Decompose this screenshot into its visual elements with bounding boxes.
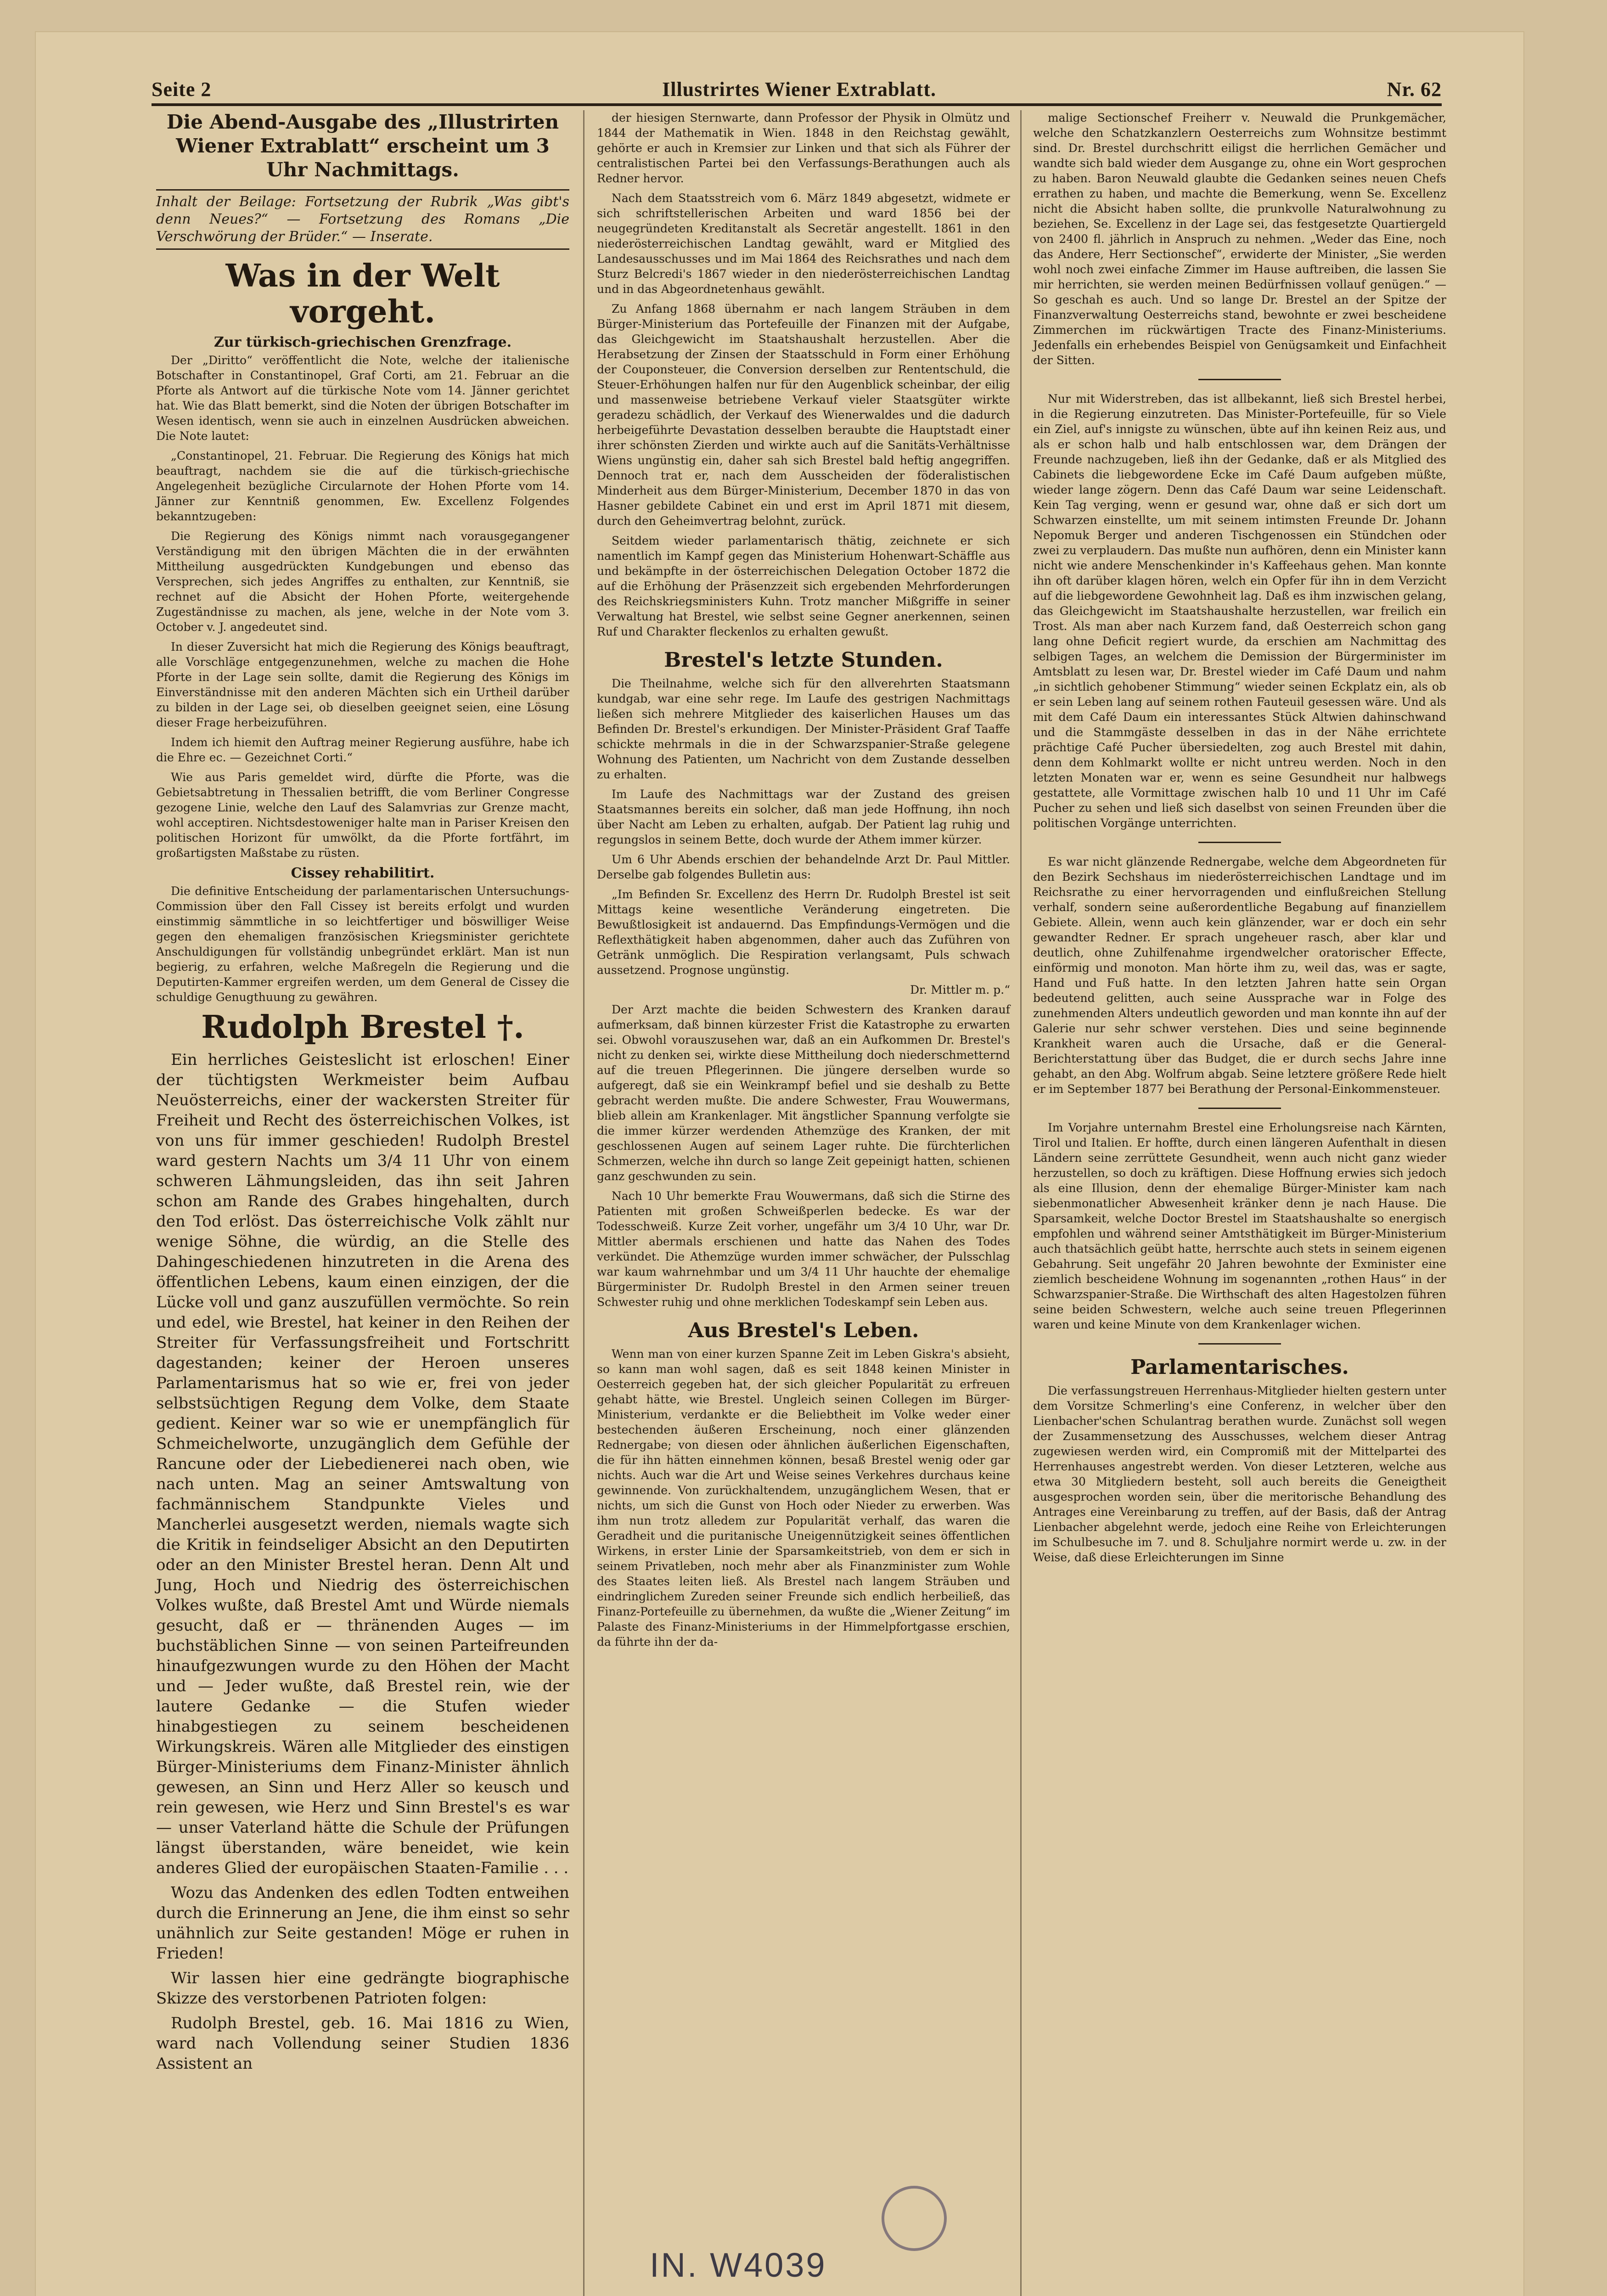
- paragraph: der hiesigen Sternwarte, dann Professor der Physik in Olmütz und 1844 der Mathematik in Wien. 1848 in den Reichstag gewählt, gehörte er auch in Kremsier zur Linken und that sich als Führer der centralistischen Partei bei den Verfassungs-Berathungen auch als Redner hervor.: [597, 111, 1010, 185]
- heading-brestel-obituary: Rudolph Brestel †.: [201, 1009, 524, 1046]
- paragraph: Der „Diritto“ veröffentlicht die Note, welche der italienische Botschafter in Constantinopel, Graf Corti, am 21. Februar an die Pforte als Antwort auf die türkische Note vom 14. Jänner gerichtet hat. Wie das Blatt bemerkt, sind die Noten der übrigen Botschafter im Wesen identisch, wenn sie auch in einzelnen Ausdrücken abweichen. Die Note lautet:: [156, 354, 569, 443]
- column-1: [156, 110, 569, 2078]
- paragraph: Wie aus Paris gemeldet wird, dürfte die Pforte, was die Gebietsabtretung in Thessalien betrifft, die vom Berliner Congresse gezogene Linie, welche den Lauf des Salamvrias zur Grenze macht, wohl acceptiren. Nichtsdestoweniger halte man in Pariser Kreisen den politischen Horizont für umwölkt, da die Pforte fortfährt, im großartigsten Maßstabe zu rüsten.: [156, 771, 569, 860]
- page-number: Seite 2: [152, 78, 212, 101]
- paragraph: Die verfassungstreuen Herrenhaus-Mitglieder hielten gestern unter dem Vorsitze Schmerling's eine Conferenz, in welcher über den Lienbacher'schen Schulantrag berathen wurde. Zunächst soll wegen der Zusammensetzung des Ausschusses, welchem dieser Antrag zugewiesen werden wird, ein Compromiß mit der Mittelpartei des Herrenhauses angestrebt werden. Von dieser Letzteren, welche aus etwa 30 Mitgliedern besteht, soll auch bereits die Geneigtheit ausgesprochen worden sein, über die meritorische Behandlung des Antrages eine Vereinbarung zu treffen, auf der Basis, daß der Antrag Lienbacher abgelehnt werde, jedoch eine Reihe von Erleichterungen im Schulbesuche im 7. und 8. Schuljahre normirt werde u. zw. in der Weise, daß diese Erleichterungen im Sinne: [1033, 1384, 1446, 1564]
- column-divider: [1020, 110, 1022, 2296]
- paragraph: Im Laufe des Nachmittags war der Zustand des greisen Staatsmannes bereits ein solcher, daß man jede Hoffnung, ihn noch über Nacht am Leben zu erhalten, aufgab. Der Patient lag ruhig und regungslos in seinem Bette, doch wurde der Athem immer kürzer.: [597, 788, 1010, 846]
- subheading-cissey: Cissey rehabilitirt.: [291, 865, 435, 881]
- paragraph: Nach 10 Uhr bemerkte Frau Wouwermans, daß sich die Stirne des Patienten mit großen Schweißperlen bedecke. Es war der Todesschweiß. Kurze Zeit vorher, ungefähr um 3/4 10 Uhr, war Dr. Mittler abermals erschienen und hatte das Nahen des Todes verkündet. Die Athemzüge wurden immer schwächer, der Pulsschlag war kaum wahrnehmbar und um 3/4 11 Uhr hauchte der ehemalige Bürgerminister Dr. Rudolph Brestel in den Armen seiner treuen Schwester ruhig und ohne merklichen Todeskampf sein Leben aus.: [597, 1189, 1010, 1309]
- paragraph: Wenn man von einer kurzen Spanne Zeit im Leben Giskra's absieht, so kann man wohl sagen, daß es seit 1848 keinen Minister in Oesterreich gegeben hat, der sich gleicher Popularität zu erfreuen gehabt hätte, wie Brestel. Ungleich seinen Collegen im Bürger-Ministerium, verdankte er die Beliebtheit im Volke weder einer bestechenden äußeren Erscheinung, noch einer glänzenden Rednergabe; von diesen oder ähnlichen äußerlichen Eigenschaften, die für ihn hätten einnehmen können, besaß Brestel wenig oder gar nichts. Auch war die Art und Weise seines Verkehres durchaus keine gewinnende. Von zurückhaltendem, unzugänglichem Wesen, that er nichts, um sich die Gunst von Hoch oder Nieder zu erwerben. Was ihm nun trotz alledem zur Popularität verhalf, das waren die Geradheit und die puritanische Uneigennützigkeit seines öffentlichen Wirkens, in erster Linie der Sparsamkeitstrieb, von dem er sich in seinem Privatleben, noch mehr aber als Finanzminister zum Wohle des Staates leiten ließ. Als Brestel nach langem Sträuben und eindringlichem Zureden seiner Freunde sich endlich herbeiließ, das Finanz-Portefeuille zu übernehmen, da wußte die „Wiener Zeitung“ im Palaste des Finanz-Ministeriums in der Himmelpfortgasse erschien, da führte ihn der da-: [597, 1347, 1010, 1649]
- column-divider: [583, 110, 584, 2296]
- issue-number: Nr. 62: [1387, 78, 1442, 101]
- paragraph: Nach dem Staatsstreich vom 6. März 1849 abgesetzt, widmete er sich schriftstellerischen Arbeiten und ward 1856 bei der neugegründeten Kreditanstalt als Secretär angestellt. 1861 in den niederösterreichischen Landtag gewählt, ward er Mitglied des Landesausschusses und im Mai 1864 des Reichsrathes und nach dem Sturz Belcredi's 1867 wieder in den niederösterreichischen Landtag und in das Abgeordnetenhaus gewählt.: [597, 191, 1010, 296]
- section-separator: [1198, 1108, 1281, 1109]
- masthead-title: Illustrirtes Wiener Extrablatt.: [662, 78, 936, 101]
- paragraph: Nur mit Widerstreben, das ist allbekannt, ließ sich Brestel herbei, in die Regierung einzutreten. Das Minister-Portefeuille, für so Viele ein Ziel, auf's innigste zu wünschen, übte auf ihn keinen Reiz aus, und als er schon halb und halb entschlossen war, dem Drängen der Freunde nachzugeben, ließ ihn der Gedanke, daß er als Mitglied des Cabinets die liebgewordene Ecke im Café Daum aufgeben müßte, wieder lange zögern. Denn das Café Daum war seine Leidenschaft. Kein Tag verging, wenn er gesund war, ohne daß er sich dort um Schwarzen einstellte, um mit seinem intimsten Freunde Dr. Johann Nepomuk Berger und anderen Tischgenossen ein Stündchen oder zwei zu verplaudern. Das mußte nun aufhören, denn ein Minister kann nicht wie andere Menschenkinder in's Kaffeehaus gehen. Man konnte ihn oft darüber klagen hören, welch ein Opfer für ihn in dem Verzicht auf die liebgewordene Gewohnheit lag. Daß es ihm inzwischen gelang, das Gleichgewicht im Staatshaushalte herzustellen, war freilich ein Trost. Als man aber nach Kurzem fand, daß Oesterreich schon gang lang ohne Deficit regiert wurde, da erschien am Nachmittag des selbigen Tages, an welchem die Demission der Bürgerminister im Amtsblatt zu lesen war, Dr. Brestel wieder im Café Daum und nahm „in sichtlich gehobener Stimmung“ wieder seinen Eckplatz ein, als ob er sein Leben lang auf seinem rothen Fauteuil gesessen wäre. Und als mit dem Café Daum ein interessantes Stück Altwien dahinschwand und die Stammgäste desselben in das in der Nähe errichtete prächtige Café Pucher übersiedelten, zog auch Brestel mit dahin, denn dem Kohlmarkt wollte er nicht untreu werden. Noch in den letzten Monaten war er, wenn es seine Gesundheit nur halbwegs gestattete, alle Vormittage zwischen halb 10 und 11 Uhr im Café Pucher zu sehen und ließ sich daselbst von seinen Freunden über die politischen Vorgänge unterrichten.: [1033, 392, 1446, 830]
- heading-world-news: Was in der Welt vorgeht.: [225, 258, 500, 330]
- page-header: [152, 64, 1442, 101]
- heading-last-hours: Brestel's letzte Stunden.: [664, 648, 943, 672]
- paragraph: Indem ich hiemit den Auftrag meiner Regierung ausführe, habe ich die Ehre ec. — Gezeichnet Corti.“: [156, 736, 569, 764]
- paragraph: malige Sectionschef Freiherr v. Neuwald die Prunkgemächer, welche den Schatzkanzlern Oesterreichs zum Wohnsitze bestimmt sind. Dr. Brestel durchschritt eiligst die herrlichen Gemächer und wandte sich bald wieder dem Ausgange zu, ohne ein Wort gesprochen zu haben. Baron Neuwald glaubte die Gedanken seines neuen Chefs errathen zu haben, und machte die Bemerkung, wenn Se. Excellenz nicht die Absicht haben sollte, die prunkvolle Naturalwohnung zu beziehen, Se. Excellenz in der Lage sei, das festgesetzte Quartiergeld von 2400 fl. jährlich in Anspruch zu nehmen. „Weder das Eine, noch das Andere, Herr Sectionschef“, erwiderte der Minister, „Sie werden wohl noch zwei einfache Zimmer im Hause auftreiben, die lassen Sie mir herrichten, sie werden meinen Bedürfnissen vollauf genügen.“ — So geschah es auch. Und so lange Dr. Brestel an der Spitze der Finanzverwaltung Oesterreichs stand, bewohnte er zwei bescheidene Zimmerchen im rückwärtigen Tracte des Finanz-Ministeriums. Jedenfalls ein erhebendes Beispiel von Genügsamkeit und Einfachheit der Sitten.: [1033, 111, 1446, 367]
- paragraph: Um 6 Uhr Abends erschien der behandelnde Arzt Dr. Paul Mittler. Derselbe gab folgendes Bulletin aus:: [597, 853, 1010, 881]
- paragraph: In dieser Zuversicht hat mich die Regierung des Königs beauftragt, alle Vorschläge entgegenzunehmen, welche zu machen die Hohe Pforte in der Lage sein sollte, damit die Regierung des Königs im Einverständnisse mit den anderen Mächten sich ein Urtheil darüber zu bilden in der Lage sei, ob dieselben geeignet seien, eine Lösung dieser Frage herbeizuführen.: [156, 640, 569, 729]
- paragraph: Wozu das Andenken des edlen Todten entweihen durch die Erinnerung an Jene, die ihm einst so sehr unähnlich zur Seite gestanden! Möge er ruhen in Frieden!: [156, 1884, 569, 1963]
- section-separator: [1198, 1343, 1281, 1345]
- library-stamp: [882, 2186, 947, 2251]
- archive-inventory-mark: IN. W4039: [650, 2246, 827, 2284]
- paragraph: Seitdem wieder parlamentarisch thätig, zeichnete er sich namentlich im Kampf gegen das Ministerium Hohenwart-Schäffle aus und bekämpfte in der österreichischen Delegation October 1872 die auf die Erhöhung der Präsenzzeit sich ergebenden Mehrforderungen des Reichskriegsministers Kuhn. Trotz mancher Mißgriffe in seiner Verwaltung hat Brestel, wie selbst seine Gegner anerkennen, seinen Ruf und Charakter fleckenlos zu erhalten gewußt.: [597, 534, 1010, 638]
- paragraph: Die definitive Entscheidung der parlamentarischen Untersuchungs-Commission über den Fall Cissey ist bereits erfolgt und wurden einstimmig sämmtliche in so leichtfertiger und böswilliger Weise gegen den ehemaligen französischen Kriegsminister gerichtete Anschuldigungen für vollständig unbegründet erklärt. Man ist nun begierig, zu erfahren, welche Maßregeln die Regierung und die Deputirten-Kammer ergreifen werden, um dem General de Cissey die schuldige Genugthuung zu gewähren.: [156, 884, 569, 1004]
- section-separator: [1198, 842, 1281, 843]
- heading-from-life: Aus Brestel's Leben.: [688, 1319, 919, 1342]
- paragraph: Zu Anfang 1868 übernahm er nach langem Sträuben in dem Bürger-Ministerium das Portefeuille der Finanzen mit der Aufgabe, das Gleichgewicht im Staatshaushalt herzustellen. Aber die Herabsetzung der Zinsen der Staatsschuld in Form einer Erhöhung der Couponsteuer, die Conversion derselben zur Rententschuld, die Steuer-Erhöhungen halfen nur für den Augenblick scheinbar, der eilig und massenweise betriebene Verkauf vieler Staatsgüter wirkte geradezu schädlich, der Verkauf des Wienerwaldes und die dadurch herbeigeführte Devastation desselben beraubte die Hauptstadt einer ihrer schönsten Zierden und wirkte auch auf die Sanitäts-Verhältnisse Wiens ungünstig ein, daher sah sich Brestel bald heftig angegriffen. Dennoch trat er, nach dem Ausscheiden der föderalistischen Minderheit aus dem Bürger-Ministerium, December 1870 in das von Hasner gebildete Cabinet ein und erst im April 1871 mit diesem, durch den Geheimvertrag belohnt, zurück.: [597, 302, 1010, 528]
- heading-parliamentary: Parlamentarisches.: [1130, 1356, 1349, 1379]
- paragraph: Es war nicht glänzende Rednergabe, welche dem Abgeordneten für den Bezirk Sechshaus im niederösterreichischen Landtage und im Reichsrathe zu einer hervorragenden und einflußreichen Stellung verhalf, sondern seine außerordentliche Begabung auf finanziellem Gebiete. Allein, wenn auch kein glänzender, war er doch ein sehr gewandter Redner. Er sprach ungeheuer rasch, aber klar und deutlich, ohne Zuhilfenahme irgendwelcher oratorischer Effecte, einförmig und monoton. Man hörte ihm zu, weil das, was er sagte, Hand und Fuß hatte. In den letzten Jahren hatte sein Organ bedeutend gelitten, auch seine Aussprache war in Folge des zunehmenden Alters undeutlich geworden und man konnte ihn auf der Galerie nur sehr schwer verstehen. Dies und seine beginnende Krankheit waren auch die Ursache, daß er die General-Berichterstattung über das Budget, die er durch sechs Jahre inne gehabt, an den Abg. Wolfrum abgab. Seine letztere größere Rede hielt er im September 1877 bei Berathung der Personal-Einkommensteuer.: [1033, 855, 1446, 1096]
- supplement-contents: Inhalt der Beilage: Fortsetzung der Rubrik „Was gibt's denn Neues?“ — Fortsetzung des Romans „Die Verschwörung der Brüder.“ — Inserate.: [156, 189, 569, 250]
- column-2: [597, 110, 1010, 1654]
- paragraph: Die Theilnahme, welche sich für den allverehrten Staatsmann kundgab, war eine sehr rege. Im Laufe des gestrigen Nachmittags ließen sich mehrere Mitglieder des kaiserlichen Hauses um das Befinden Dr. Brestel's erkundigen. Der Minister-Präsident Graf Taaffe schickte mehrmals in die in der Schwarzspanier-Straße gelegene Wohnung des Patienten, um Nachricht von dem Zustande desselben zu erhalten.: [597, 677, 1010, 781]
- header-rule: [152, 103, 1442, 106]
- paragraph: Rudolph Brestel, geb. 16. Mai 1816 zu Wien, ward nach Vollendung seiner Studien 1836 Assistent an: [156, 2014, 569, 2073]
- subheading-border-question: Zur türkisch-griechischen Grenzfrage.: [214, 334, 512, 350]
- paragraph: Im Vorjahre unternahm Brestel eine Erholungsreise nach Kärnten, Tirol und Italien. Er hoffte, durch einen längeren Aufenthalt in diesen Ländern seine zerrüttete Gesundheit, wenn auch nicht ganz wieder herzustellen, so doch zu kräftigen. Diese Hoffnung erwies sich jedoch als eine Illusion, denn der ehemalige Bürger-Minister kam nach siebenmonatlicher Abwesenheit kränker denn je nach Hause. Die Sparsamkeit, welche Doctor Brestel im Staatshaushalte so energisch empfohlen und während seiner Amtsthätigkeit im Bürger-Ministerium auch thatsächlich geübt hatte, herrschte auch stets in seinem eigenen Gebahrung. Seit ungefähr 20 Jahren bewohnte der Exminister eine ziemlich bescheidene Wohnung im sogenannten „rothen Haus“ in der Schwarzspanier-Straße. Die Wirthschaft des alten Hagestolzen führen seine beiden Schwestern, welche auch seine treuen Pflegerinnen waren und keine Minute von dem Krankenlager wichen.: [1033, 1121, 1446, 1331]
- paragraph: „Constantinopel, 21. Februar. Die Regierung des Königs hat mich beauftragt, nachdem sie die auf die türkisch-griechische Angelegenheit bezügliche Circularnote der Hohen Pforte vom 14. Jänner zur Kenntniß genommen, Ew. Excellenz Folgendes bekanntzugeben:: [156, 449, 569, 523]
- paragraph: Wir lassen hier eine gedrängte biographische Skizze des verstorbenen Patrioten folgen:: [156, 1969, 569, 2008]
- bulletin: „Im Befinden Sr. Excellenz des Herrn Dr. Rudolph Brestel ist seit Mittags keine wesentliche Veränderung eingetreten. Die Bewußtlosigkeit ist andauernd. Das Empfindungs-Vermögen und die Reflexthätigkeit haben abgenommen, daher auch das Zuführen von Getränk unmöglich. Die Respiration verlangsamt, Puls schwach aussetzend. Prognose ungünstig.: [597, 888, 1010, 977]
- paragraph: Die Regierung des Königs nimmt nach vorausgegangener Verständigung mit den übrigen Mächten die in der erwähnten Mittheilung ausgedrückten Kundgebungen und ebenso das Versprechen, sich jedes Angriffes zu enthalten, zur Kenntniß, sie rechnet auf die Absicht der Hohen Pforte, weitergehende Zugeständnisse zu machen, als jene, welche in der Note vom 3. October v. J. angedeutet sind.: [156, 529, 569, 634]
- paragraph: Ein herrliches Geisteslicht ist erloschen! Einer der tüchtigsten Werkmeister beim Aufbau Neuösterreichs, einer der wackersten Streiter für Freiheit und Recht des österreichischen Volkes, ist von uns für immer geschieden! Rudolph Brestel ward gestern Nachts um 3/4 11 Uhr von einem schweren Lähmungsleiden, das ihn seit Jahren schon am Rande des Grabes hingehalten, durch den Tod erlöst. Das österreichische Volk zählt nur wenige Söhne, die würdig, an die Stelle des Dahingeschiedenen hinzutreten in die Arena des öffentlichen Lebens, kaum einen einzigen, der die Lücke voll und ganz auszufüllen vermöchte. So rein und edel, wie Brestel, hat keiner in den Reihen der Streiter für Verfassungsfreiheit und Fortschritt dagestanden; keiner der Heroen unseres Parlamentarismus hat so wie er, frei von jeder selbstsüchtigen Regung dem Volke, dem Staate gedient. Keiner war so wie er unempfänglich für Schmeichelworte, unzugänglich dem Gefühle der Rancune oder der Liebedienerei nach oben, wie nach unten. Mag an seiner Amtswaltung von fachmännischem Standpunkte Vieles und Mancherlei ausgesetzt werden, niemals wagte sich die Kritik in feindseliger Absicht an den Deputirten oder an den Minister Brestel heran. Denn Alt und Jung, Hoch und Niedrig des österreichischen Volkes wußte, daß Brestel Amt und Würde niemals gesucht, daß er — thränenden Auges — im buchstäblichen Sinne — von seinen Parteifreunden hinaufgezwungen wurde zu den Höhen der Macht und — Jeder wußte, daß Brestel rein, wie der lautere Gedanke — die Stufen wieder hinabgestiegen zu seinem bescheidenen Wirkungskreis. Wären alle Mitglieder des einstigen Bürger-Ministeriums dem Finanz-Minister ähnlich gewesen, an Sinn und Herz Aller so keusch und rein gewesen, wie Herz und Sinn Brestel's es war — unser Vaterland hätte die Schule der Prüfungen längst überstanden, wäre beneidet, wie kein anderes Glied der europäischen Staaten-Familie . . .: [156, 1051, 569, 1877]
- column-3: [1033, 110, 1446, 1570]
- evening-edition-notice: Die Abend-Ausgabe des „Illustrirten Wiener Extrablatt“ erscheint um 3 Uhr Nachmittags.: [166, 111, 559, 181]
- section-separator: [1198, 379, 1281, 380]
- paragraph: Der Arzt machte die beiden Schwestern des Kranken darauf aufmerksam, daß binnen kürzester Frist die Katastrophe zu erwarten sei. Obwohl vorauszusehen war, daß an ein Aufkommen Dr. Brestel's nicht zu denken sei, wirkte diese Mittheilung doch niederschmetternd auf die treuen Pflegerinnen. Die jüngere derselben wurde so aufgeregt, daß sie ein Weinkrampf befiel und sie deshalb zu Bette gebracht werden mußte. Die andere Schwester, Frau Wouwermans, blieb allein am Krankenlager. Mit ängstlicher Spannung verfolgte sie die immer kürzer werdenden Athemzüge des Kranken, der mit geschlossenen Augen auf seinem Lager ruhte. Die fürchterlichen Schmerzen, welche ihn durch so lange Zeit gepeinigt hatten, schienen ganz geschwunden zu sein.: [597, 1003, 1010, 1183]
- bulletin-signature: Dr. Mittler m. p.“: [910, 983, 1010, 996]
